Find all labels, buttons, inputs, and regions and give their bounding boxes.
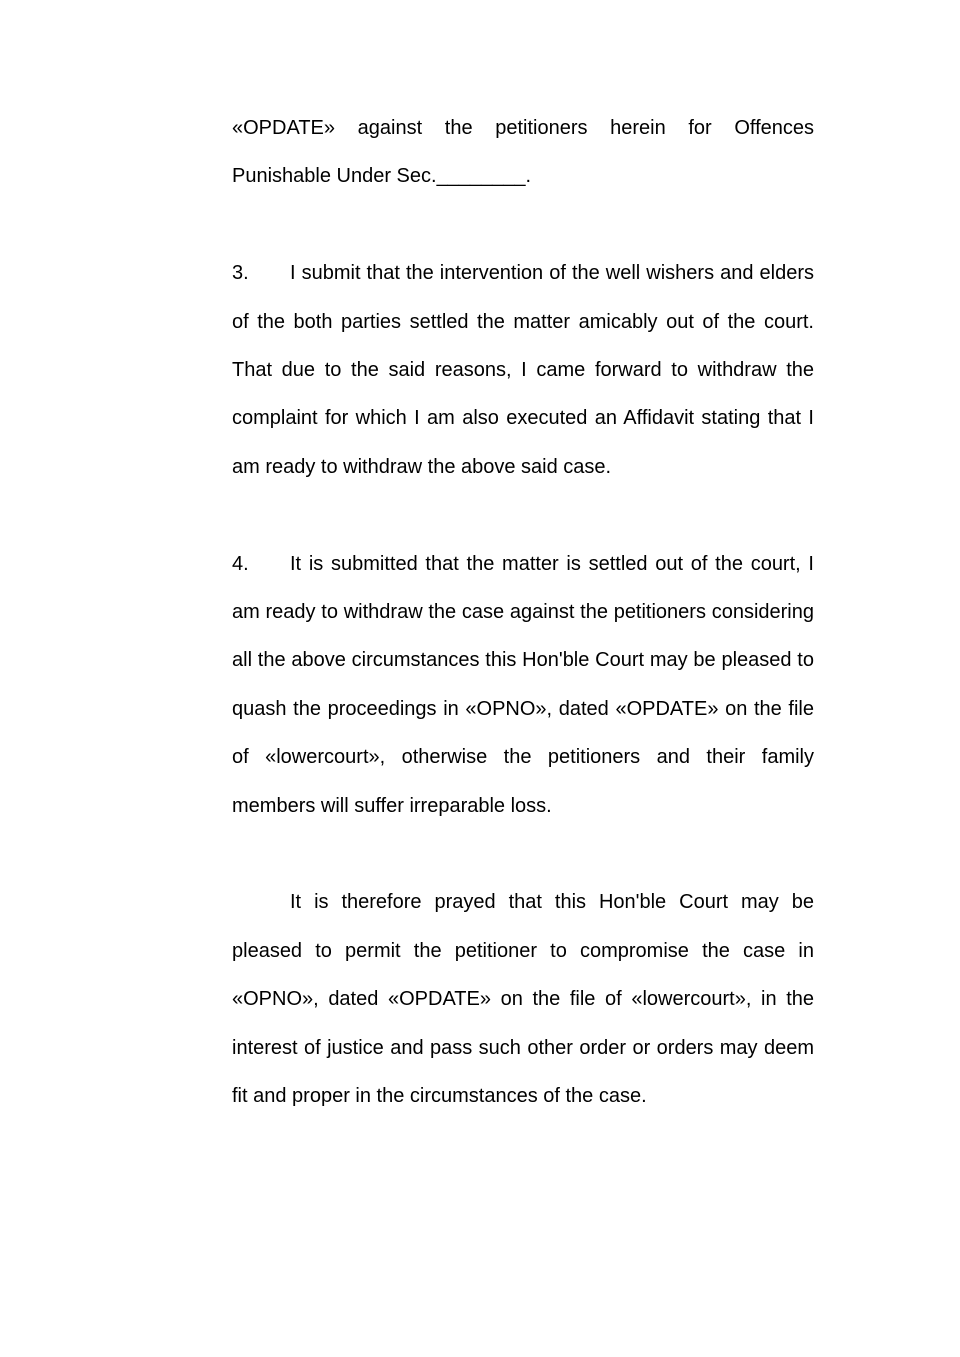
paragraph-spacer: [232, 491, 814, 539]
paragraph-4-text: It is submitted that the matter is settled out of the court, I am ready to withdraw the case against the petitioners considering all the above circumstances this Hon'ble Court may be pleased to quash the proceedings in «OPNO», dated «OPDATE» on the file of «lowercourt», otherwise the petitioners and their family members will suffer irreparable loss.: [232, 552, 814, 817]
paragraph-spacer: [232, 201, 814, 249]
paragraph-4: [232, 540, 814, 830]
paragraph-4-number: 4.: [232, 552, 249, 575]
prayer-paragraph: It is therefore prayed that this Hon'ble Court may be pleased to permit the petitioner to compromise the case in «OPNO», dated «OPDATE» on the file of «lowercourt», in the interest of justice and pass such other order or orders may deem fit and proper in the circumstances of the case.: [232, 891, 814, 1108]
paragraph-3: [232, 249, 814, 491]
paragraph-continuation: «OPDATE» against the petitioners herein for Offences Punishable Under Sec.________.: [232, 117, 814, 188]
paragraph-3-number: 3.: [232, 262, 249, 285]
paragraph-spacer: [232, 830, 814, 878]
document-body: [232, 104, 814, 1120]
paragraph-3-text: I submit that the intervention of the well wishers and elders of the both parties settled the matter amicably out of the court. That due to the said reasons, I came forward to withdraw the complaint for which I am also executed an Affidavit stating that I am ready to withdraw the above said case.: [232, 262, 814, 478]
